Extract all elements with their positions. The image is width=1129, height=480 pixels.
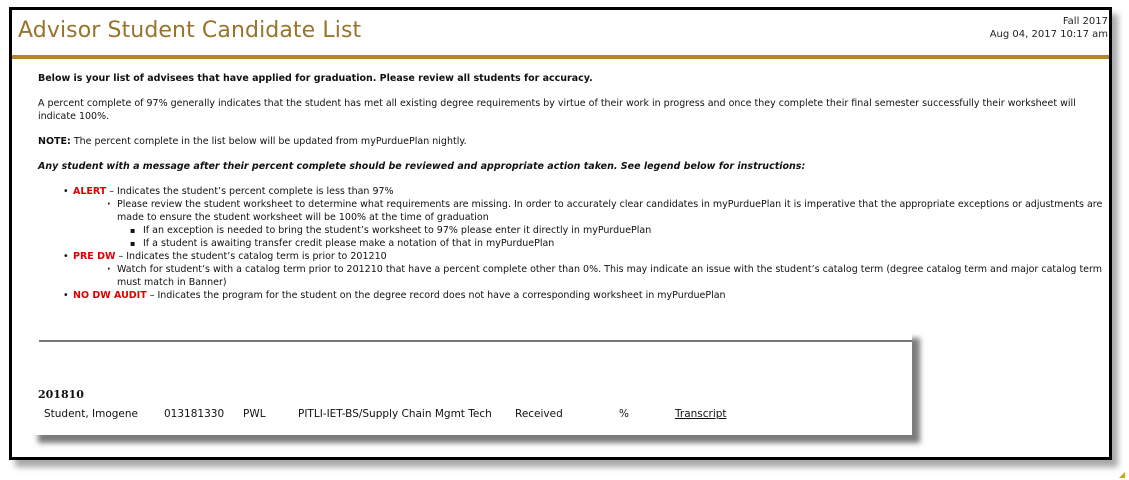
candidate-panel <box>30 330 912 435</box>
term-label: Fall 2017 <box>1062 16 1108 27</box>
percent-complete: % <box>619 408 629 420</box>
alert-subsub-item: ▪ If an exception is needed to bring the student’s worksheet to 97% please enter it directly in myPurduePlan <box>117 224 1105 237</box>
legend-item-alert <box>38 185 1105 250</box>
campus: PWL <box>243 408 266 420</box>
resize-grip-icon: ◢ <box>1119 470 1126 479</box>
page-header <box>12 10 1109 58</box>
transcript-link[interactable]: Transcript <box>675 408 727 420</box>
legend-list <box>38 185 1105 302</box>
page-frame <box>9 7 1112 460</box>
pre-dw-sub-item: · Watch for student’s with a catalog term prior to 201210 that have a percent complete other than 0%. This may indicate an issue with the student’s catalog term (degree catalog term and major catalog term must match in Banner) <box>73 263 1105 289</box>
alert-subsub-item: ▪ If a student is awaiting transfer credit please make a notation of that in myPurduePlan <box>117 237 1105 250</box>
pre-dw-code: PRE DW <box>73 251 116 262</box>
note-label: NOTE: <box>38 136 71 147</box>
no-dw-audit-code: NO DW AUDIT <box>73 290 147 301</box>
alert-sub-item <box>73 198 1105 250</box>
pre-dw-desc: – Indicates the student’s catalog term is prior to 201210 <box>115 251 387 262</box>
alert-subsub-list <box>117 224 1105 250</box>
pre-dw-sublist <box>73 263 1105 289</box>
page-title: Advisor Student Candidate List <box>18 18 362 43</box>
term-code: 201810 <box>38 388 84 401</box>
alert-code: ALERT <box>73 186 107 197</box>
legend-item-pre-dw <box>38 250 1105 289</box>
note-text: The percent complete in the list below will be updated from myPurduePlan nightly. <box>70 136 467 147</box>
legend-item-no-dw-audit <box>38 289 1105 302</box>
instructions <box>38 72 1105 302</box>
alert-sub-text: Please review the student worksheet to determine what requirements are missing. In order to accurately clear candidates in myPurduePlan it is imperative that the appropriate exceptions or adjustments are made to ensure the student worksheet will be 100% at the time of graduation <box>117 199 1103 223</box>
timestamp: Aug 04, 2017 10:17 am <box>989 29 1108 40</box>
header-divider <box>12 55 1109 59</box>
no-dw-audit-desc: – Indicates the program for the student on the degree record does not have a corresponding worksheet in myPurduePlan <box>146 290 726 301</box>
header-meta <box>990 15 1108 41</box>
intro-heading: Below is your list of advisees that have applied for graduation. Please review all students for accuracy. <box>38 73 593 84</box>
nightly-note <box>38 135 1105 148</box>
percent-note: A percent complete of 97% generally indicates that the student has met all existing degree requirements by virtue of their work in progress and once they complete their final semester successfully their worksheet will indicate 100%. <box>38 98 1076 122</box>
panel-divider <box>39 340 912 342</box>
alert-desc: – Indicates the student’s percent complete is less than 97% <box>106 186 394 197</box>
alert-sublist <box>73 198 1105 250</box>
student-id: 013181330 <box>164 408 225 420</box>
legend-heading: Any student with a message after their percent complete should be reviewed and appropriate action taken. See legend below for instructions: <box>38 161 806 172</box>
application-status: Received <box>515 408 563 420</box>
program: PITLI-IET-BS/Supply Chain Mgmt Tech <box>298 408 492 420</box>
student-name: Student, Imogene <box>44 408 138 420</box>
